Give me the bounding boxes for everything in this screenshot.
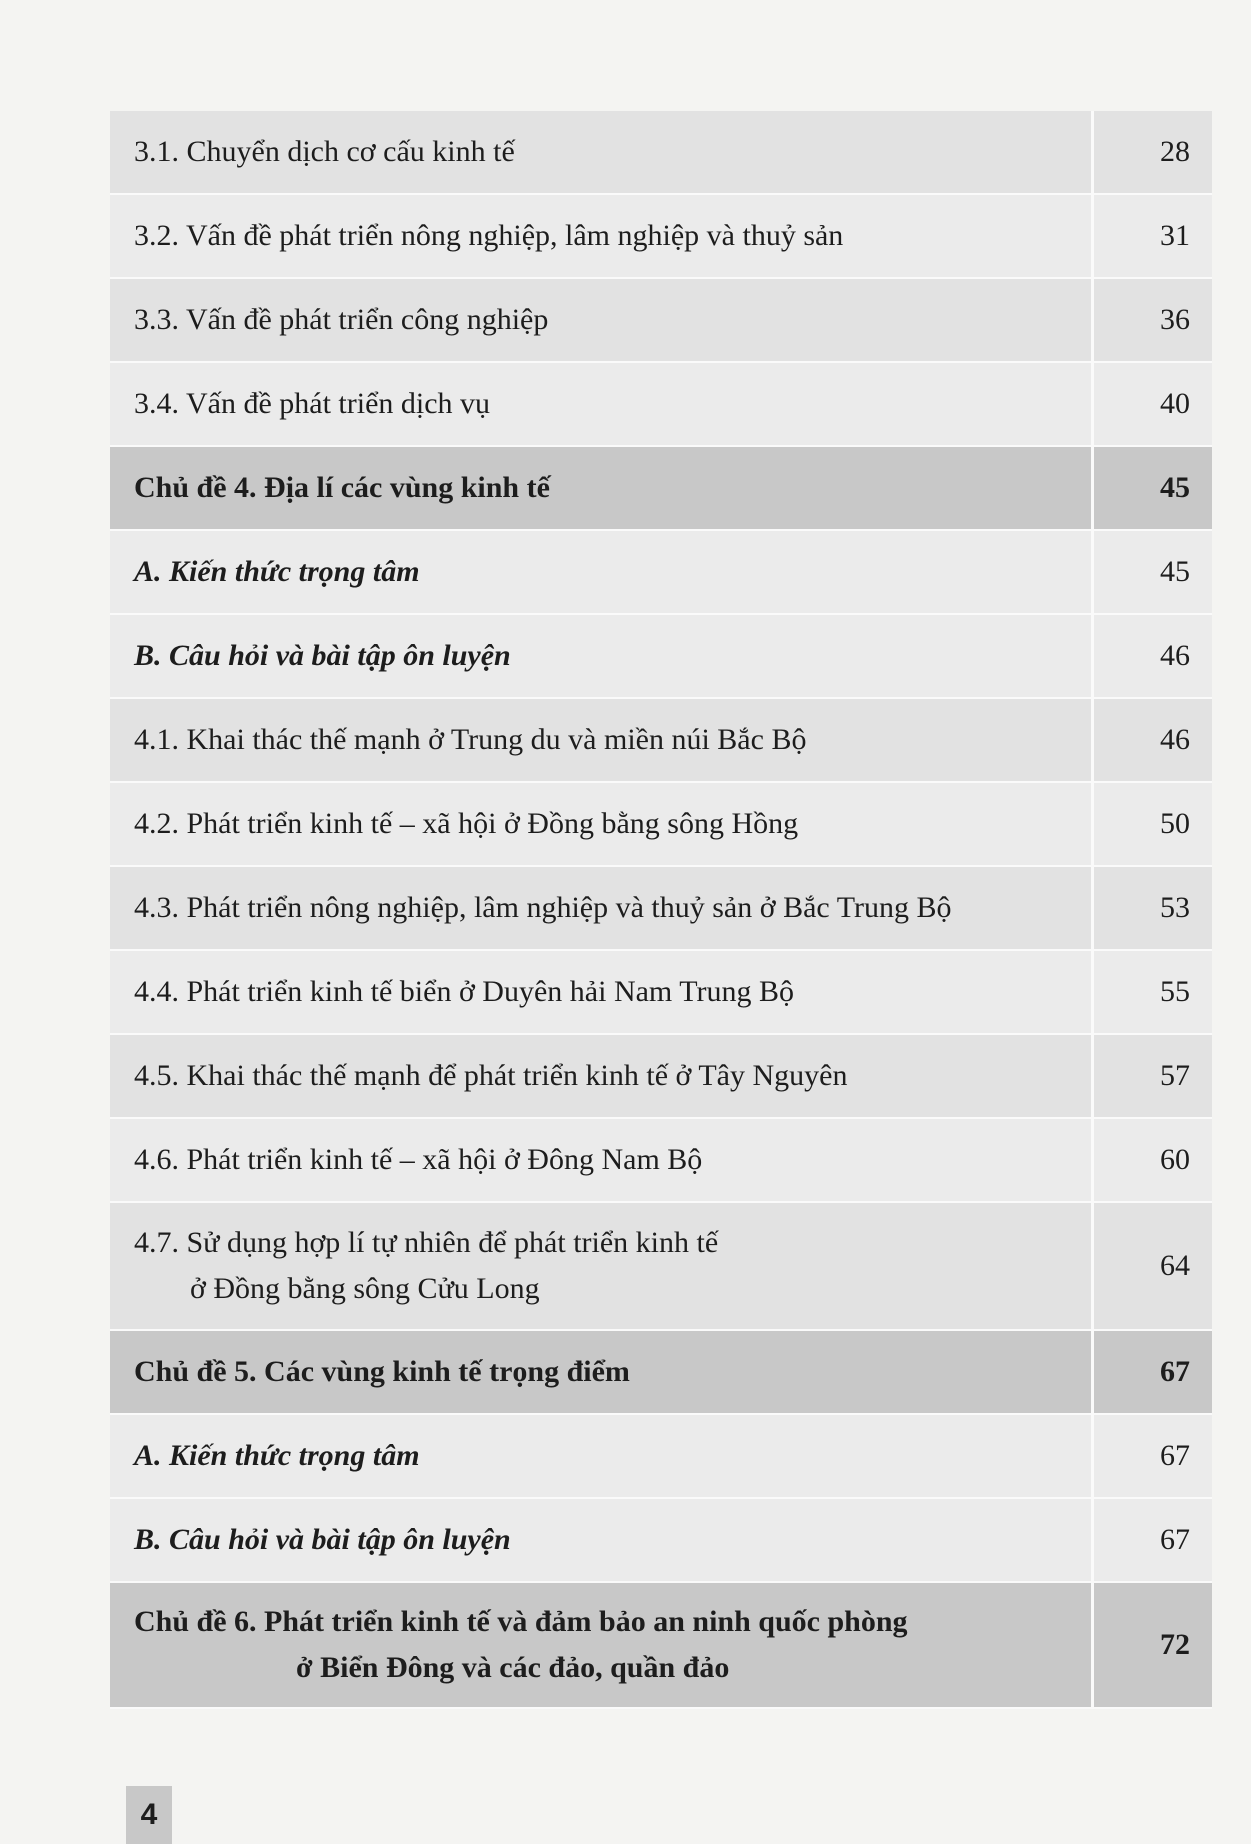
toc-entry-title: 4.2. Phát triển kinh tế – xã hội ở Đồng bằng sông Hồng (110, 783, 1094, 865)
toc-entry-title-line1: 4.7. Sử dụng hợp lí tự nhiên để phát triển kinh tế (134, 1226, 719, 1259)
toc-entry-title-line2: ở Đồng bằng sông Cửu Long (190, 1272, 540, 1305)
toc-entry-title (110, 1203, 1094, 1329)
toc-entry-page: 50 (1160, 807, 1190, 840)
toc-entry-title: 4.3. Phát triển nông nghiệp, lâm nghiệp và thuỷ sản ở Bắc Trung Bộ (110, 867, 1094, 949)
toc-row (110, 363, 1212, 447)
toc-entry-title: 3.2. Vấn đề phát triển nông nghiệp, lâm nghiệp và thuỷ sản (110, 195, 1094, 277)
toc-heading-row (110, 447, 1212, 531)
page-number: 4 (126, 1786, 172, 1844)
toc-entry-page: 60 (1160, 1143, 1190, 1176)
toc-entry-title: 3.4. Vấn đề phát triển dịch vụ (110, 363, 1094, 445)
table-of-contents (110, 111, 1212, 1709)
toc-entry-page: 57 (1160, 1059, 1190, 1092)
toc-heading-row (110, 1331, 1212, 1415)
toc-entry-page: 55 (1160, 975, 1190, 1008)
toc-row (110, 867, 1212, 951)
toc-entry-page: 45 (1160, 555, 1190, 588)
toc-row (110, 951, 1212, 1035)
toc-entry-page: 31 (1160, 219, 1190, 252)
toc-row (110, 279, 1212, 363)
toc-entry-page: 36 (1160, 303, 1190, 336)
toc-entry-title: 4.6. Phát triển kinh tế – xã hội ở Đông Nam Bộ (110, 1119, 1094, 1201)
toc-entry-title: 3.3. Vấn đề phát triển công nghiệp (110, 279, 1094, 361)
toc-subheading-title: A. Kiến thức trọng tâm (110, 531, 1094, 613)
toc-row (110, 783, 1212, 867)
toc-row (110, 699, 1212, 783)
toc-heading-title-line1: Chủ đề 6. Phát triển kinh tế và đảm bảo an ninh quốc phòng (134, 1605, 908, 1638)
toc-heading-row (110, 1583, 1212, 1709)
toc-entry-page: 53 (1160, 891, 1190, 924)
toc-heading-title-line2: ở Biển Đông và các đảo, quần đảo (296, 1651, 730, 1684)
toc-subheading-title: B. Câu hỏi và bài tập ôn luyện (110, 615, 1094, 697)
toc-heading-page: 67 (1160, 1355, 1190, 1388)
toc-subheading-row (110, 1499, 1212, 1583)
toc-entry-page: 28 (1160, 135, 1190, 168)
toc-heading-page: 45 (1160, 471, 1190, 504)
toc-row (110, 1119, 1212, 1203)
toc-entry-title: 4.1. Khai thác thế mạnh ở Trung du và miền núi Bắc Bộ (110, 699, 1094, 781)
toc-heading-title: Chủ đề 5. Các vùng kinh tế trọng điểm (110, 1331, 1094, 1413)
toc-heading-title (110, 1583, 1094, 1707)
toc-subheading-row (110, 531, 1212, 615)
toc-entry-title: 3.1. Chuyển dịch cơ cấu kinh tế (110, 111, 1094, 193)
toc-subheading-title: B. Câu hỏi và bài tập ôn luyện (110, 1499, 1094, 1581)
toc-entry-page: 46 (1160, 639, 1190, 672)
toc-entry-page: 67 (1160, 1439, 1190, 1472)
toc-subheading-row (110, 615, 1212, 699)
toc-entry-title: 4.4. Phát triển kinh tế biển ở Duyên hải Nam Trung Bộ (110, 951, 1094, 1033)
toc-entry-page: 67 (1160, 1523, 1190, 1556)
toc-entry-page: 46 (1160, 723, 1190, 756)
toc-row (110, 1203, 1212, 1331)
toc-row (110, 111, 1212, 195)
toc-heading-page: 72 (1160, 1628, 1190, 1661)
toc-subheading-row (110, 1415, 1212, 1499)
toc-entry-page: 40 (1160, 387, 1190, 420)
toc-entry-title: 4.5. Khai thác thế mạnh để phát triển kinh tế ở Tây Nguyên (110, 1035, 1094, 1117)
toc-subheading-title: A. Kiến thức trọng tâm (110, 1415, 1094, 1497)
toc-row (110, 1035, 1212, 1119)
toc-heading-title: Chủ đề 4. Địa lí các vùng kinh tế (110, 447, 1094, 529)
toc-entry-page: 64 (1160, 1249, 1190, 1282)
toc-row (110, 195, 1212, 279)
